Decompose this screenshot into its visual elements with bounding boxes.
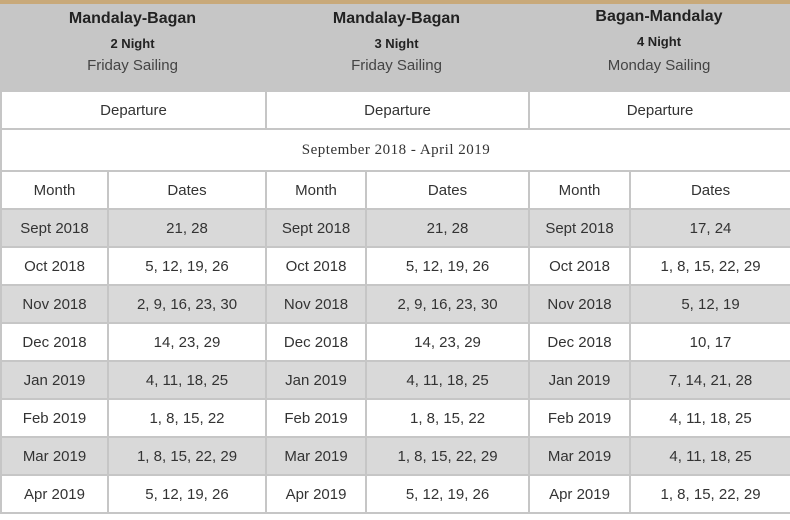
month-cell: Mar 2019 [266,437,366,475]
month-cell: Dec 2018 [266,323,366,361]
schedule-panel [0,4,790,514]
month-cell: Mar 2019 [1,437,108,475]
schedule-rows [1,209,790,513]
month-cell: Sept 2018 [529,209,630,247]
table-row [1,247,790,285]
schedule-table [0,90,790,514]
dates-cell: 4, 11, 18, 25 [630,399,790,437]
dates-cell: 14, 23, 29 [366,323,529,361]
departure-label: Departure [266,91,529,129]
dates-cell: 1, 8, 15, 22, 29 [108,437,266,475]
departure-label: Departure [1,91,266,129]
departure-label: Departure [529,91,790,129]
dates-cell: 5, 12, 19, 26 [366,247,529,285]
month-cell: Dec 2018 [1,323,108,361]
dates-cell: 1, 8, 15, 22 [108,399,266,437]
month-cell: Sept 2018 [266,209,366,247]
month-cell: Feb 2019 [1,399,108,437]
dates-cell: 21, 28 [366,209,529,247]
month-cell: Jan 2019 [529,361,630,399]
dates-cell: 1, 8, 15, 22, 29 [366,437,529,475]
route-sailing: Friday Sailing [351,57,442,74]
month-header: Month [266,171,366,209]
table-row [1,437,790,475]
dates-cell: 5, 12, 19, 26 [366,475,529,513]
dates-cell: 14, 23, 29 [108,323,266,361]
month-cell: Apr 2019 [1,475,108,513]
month-header: Month [1,171,108,209]
dates-cell: 2, 9, 16, 23, 30 [108,285,266,323]
route-nights: 2 Night [110,36,155,51]
month-cell: Oct 2018 [529,247,630,285]
dates-cell: 17, 24 [630,209,790,247]
route-name: Mandalay-Bagan [332,10,461,27]
dates-cell: 5, 12, 19 [630,285,790,323]
month-cell: Jan 2019 [266,361,366,399]
month-cell: Jan 2019 [1,361,108,399]
route-nights: 4 Night [636,34,682,49]
dates-cell: 2, 9, 16, 23, 30 [366,285,529,323]
route-3-header [528,4,790,90]
period-title: September 2018 - April 2019 [1,129,790,171]
table-row [1,475,790,513]
month-cell: Apr 2019 [529,475,630,513]
month-cell: Oct 2018 [266,247,366,285]
dates-header: Dates [366,171,529,209]
route-name: Mandalay-Bagan [68,10,197,27]
dates-header: Dates [630,171,790,209]
dates-cell: 21, 28 [108,209,266,247]
month-cell: Nov 2018 [266,285,366,323]
month-cell: Dec 2018 [529,323,630,361]
dates-cell: 5, 12, 19, 26 [108,247,266,285]
month-cell: Feb 2019 [266,399,366,437]
departure-row [1,91,790,129]
dates-cell: 4, 11, 18, 25 [366,361,529,399]
route-nights: 3 Night [374,36,419,51]
month-cell: Oct 2018 [1,247,108,285]
column-header-row [1,171,790,209]
dates-cell: 1, 8, 15, 22, 29 [630,247,790,285]
route-sailing: Monday Sailing [607,57,711,74]
route-2-header [265,4,528,90]
table-row [1,399,790,437]
route-name: Bagan-Mandalay [595,8,723,25]
table-row [1,209,790,247]
route-sailing: Friday Sailing [87,57,178,74]
dates-cell: 1, 8, 15, 22, 29 [630,475,790,513]
month-cell: Sept 2018 [1,209,108,247]
table-row [1,361,790,399]
month-cell: Nov 2018 [529,285,630,323]
month-header: Month [529,171,630,209]
month-cell: Mar 2019 [529,437,630,475]
dates-cell: 7, 14, 21, 28 [630,361,790,399]
month-cell: Apr 2019 [266,475,366,513]
period-title-row [1,129,790,171]
dates-header: Dates [108,171,266,209]
dates-cell: 10, 17 [630,323,790,361]
route-1-header [0,4,265,90]
dates-cell: 4, 11, 18, 25 [108,361,266,399]
table-row [1,323,790,361]
dates-cell: 5, 12, 19, 26 [108,475,266,513]
table-row [1,285,790,323]
dates-cell: 1, 8, 15, 22 [366,399,529,437]
month-cell: Feb 2019 [529,399,630,437]
dates-cell: 4, 11, 18, 25 [630,437,790,475]
month-cell: Nov 2018 [1,285,108,323]
route-header-band [0,4,790,90]
